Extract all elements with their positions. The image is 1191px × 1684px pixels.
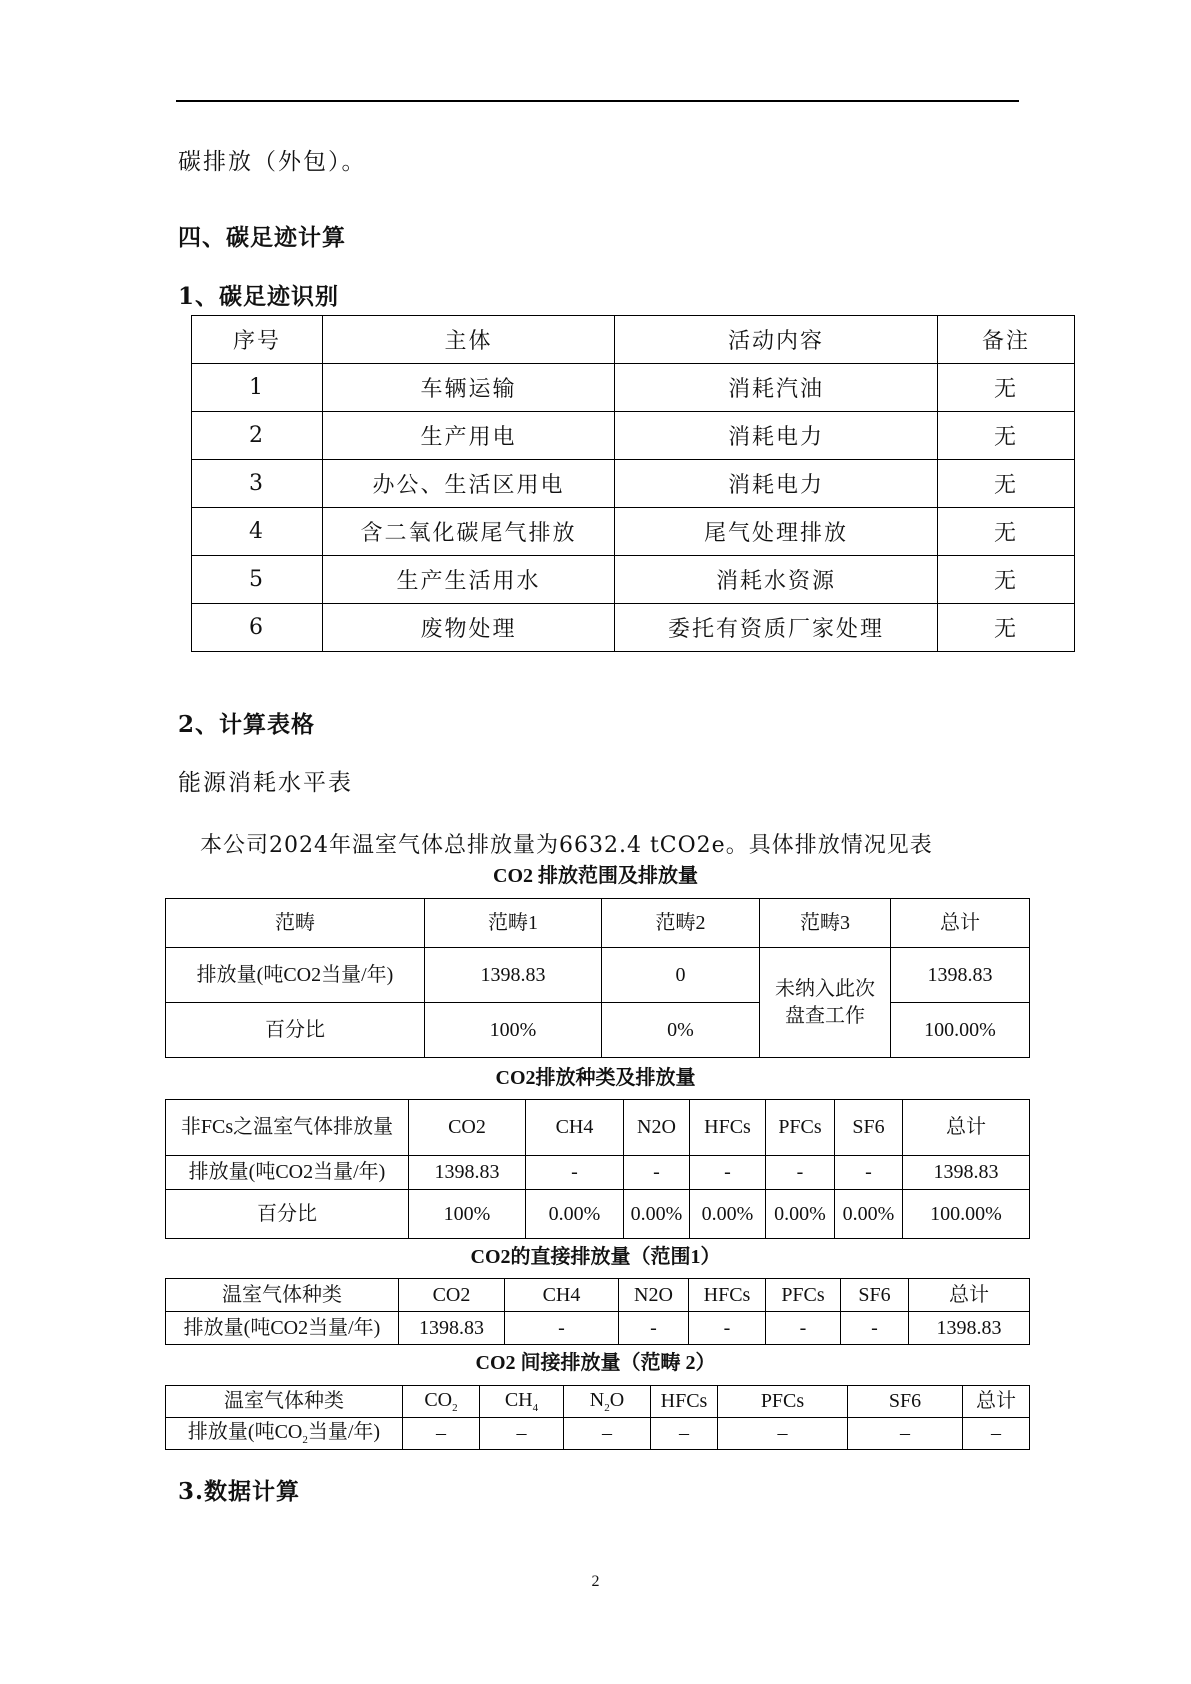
cell: 4 [192,508,323,556]
header-cell: 范畴1 [425,899,602,948]
cell: 6 [192,604,323,652]
header-cell: 范畴 [166,899,425,948]
cell: 生产用电 [323,412,615,460]
table-row [166,1312,1030,1345]
cell: 委托有资质厂家处理 [615,604,938,652]
header-cell: 温室气体种类 [166,1279,399,1312]
header-cell-ch4: $CH_4$ [480,1386,564,1418]
cell: 百分比 [166,1003,425,1058]
cell: 含二氧化碳尾气排放 [323,508,615,556]
cell: - [690,1156,766,1190]
cell: 无 [938,604,1075,652]
intro-line: 碳排放（外包）。 [178,149,367,175]
cell: 废物处理 [323,604,615,652]
cell: 消耗汽油 [615,364,938,412]
scope3-note: 未纳入此次盘查工作 [760,948,891,1058]
header-cell: PFCs [766,1279,841,1312]
cell: 百分比 [166,1190,409,1239]
page-number: 2 [591,1573,600,1590]
summary-sentence: 本公司2024年温室气体总排放量为6632.4 tCO2e。具体排放情况见表 [200,833,933,858]
header-cell: 非FCs之温室气体排放量 [166,1100,409,1156]
cell: 无 [938,460,1075,508]
indirect-table-caption: CO2 间接排放量（范畴 2） [475,1352,716,1374]
cell: 100.00% [903,1190,1030,1239]
header-cell: PFCs [718,1386,848,1418]
header-cell: 活动内容 [615,316,938,364]
table-row [166,1003,1030,1058]
cell: 办公、生活区用电 [323,460,615,508]
cell: – [651,1418,718,1450]
table-row [166,948,1030,1003]
header-cell: SF6 [835,1100,903,1156]
cell: – [480,1418,564,1450]
section-4-title: 四、碳足迹计算 [178,224,346,251]
header-cell: CO2 [399,1279,505,1312]
types-table [165,1099,1030,1239]
header-cell: 序号 [192,316,323,364]
cell: 1398.83 [909,1312,1030,1345]
header-cell: PFCs [766,1100,835,1156]
cell: – [718,1418,848,1450]
header-cell: 总计 [891,899,1030,948]
types-table-caption: CO2排放种类及排放量 [495,1067,696,1089]
header-cell: CO2 [409,1100,526,1156]
header-cell: CH4 [526,1100,624,1156]
direct-table-caption: CO2的直接排放量（范围1） [470,1246,721,1268]
cell: - [835,1156,903,1190]
cell: 无 [938,556,1075,604]
header-cell: 范畴3 [760,899,891,948]
cell: - [619,1312,689,1345]
cell: - [505,1312,619,1345]
header-rule [176,100,1019,102]
table-row [192,364,1075,412]
cell: 2 [192,412,323,460]
cell: 100.00% [891,1003,1030,1058]
scope-table-caption: CO2 排放范围及排放量 [493,865,698,887]
header-cell: N2O [624,1100,690,1156]
header-cell: N2O [619,1279,689,1312]
cell: - [766,1156,835,1190]
header-cell: HFCs [690,1100,766,1156]
cell: 消耗电力 [615,412,938,460]
cell: - [526,1156,624,1190]
header-cell: 温室气体种类 [166,1386,403,1418]
cell: – [963,1418,1030,1450]
cell: 1398.83 [409,1156,526,1190]
header-cell: SF6 [841,1279,909,1312]
table-row [166,1156,1030,1190]
cell: 消耗水资源 [615,556,938,604]
cell: 排放量(吨CO2当量/年) [166,1312,399,1345]
header-cell: 范畴2 [602,899,760,948]
header-cell: HFCs [651,1386,718,1418]
cell: 1398.83 [891,948,1030,1003]
cell: 0.00% [526,1190,624,1239]
subsection-1-title: 1、碳足迹识别 [178,283,340,310]
table-row [192,604,1075,652]
cell: 生产生活用水 [323,556,615,604]
cell: 0.00% [835,1190,903,1239]
header-cell: 备注 [938,316,1075,364]
subsection-3-title: 3.数据计算 [178,1478,301,1505]
cell: 车辆运输 [323,364,615,412]
table-row [166,1418,1030,1450]
cell: 无 [938,412,1075,460]
header-cell: 总计 [909,1279,1030,1312]
cell: – [564,1418,651,1450]
header-cell: CH4 [505,1279,619,1312]
cell: 3 [192,460,323,508]
cell: 消耗电力 [615,460,938,508]
cell: – [848,1418,963,1450]
header-cell: SF6 [848,1386,963,1418]
cell: - [689,1312,766,1345]
cell: 0.00% [624,1190,690,1239]
cell: 1398.83 [903,1156,1030,1190]
cell: 尾气处理排放 [615,508,938,556]
cell: 无 [938,508,1075,556]
cell: 0% [602,1003,760,1058]
cell: 排放量(吨CO2当量/年) [166,948,425,1003]
cell: 100% [409,1190,526,1239]
energy-table-title: 能源消耗水平表 [178,770,353,796]
header-cell-co2: $CO_2$ [403,1386,480,1418]
cell: 0 [602,948,760,1003]
subsection-2-title: 2、计算表格 [178,711,316,738]
table-row [166,1190,1030,1239]
cell: 0.00% [766,1190,835,1239]
table-row [192,460,1075,508]
direct-table [165,1278,1030,1345]
cell: – [403,1418,480,1450]
cell: 5 [192,556,323,604]
cell: - [624,1156,690,1190]
cell: - [841,1312,909,1345]
header-cell: 总计 [963,1386,1030,1418]
cell: 无 [938,364,1075,412]
scope-table [165,898,1030,1058]
cell: 排放量(吨CO2当量/年) [166,1156,409,1190]
header-cell: 总计 [903,1100,1030,1156]
cell: 0.00% [690,1190,766,1239]
identify-table [191,315,1075,652]
header-cell: HFCs [689,1279,766,1312]
row-label: 排放量(吨$CO_2$当量/年) [166,1418,403,1450]
indirect-table [165,1385,1030,1450]
header-cell: 主体 [323,316,615,364]
table-row [192,556,1075,604]
cell: 1398.83 [425,948,602,1003]
table-row [192,412,1075,460]
cell: 1 [192,364,323,412]
cell: - [766,1312,841,1345]
cell: 1398.83 [399,1312,505,1345]
cell: 100% [425,1003,602,1058]
header-cell-n2o: $N_2O$ [564,1386,651,1418]
table-row [192,508,1075,556]
